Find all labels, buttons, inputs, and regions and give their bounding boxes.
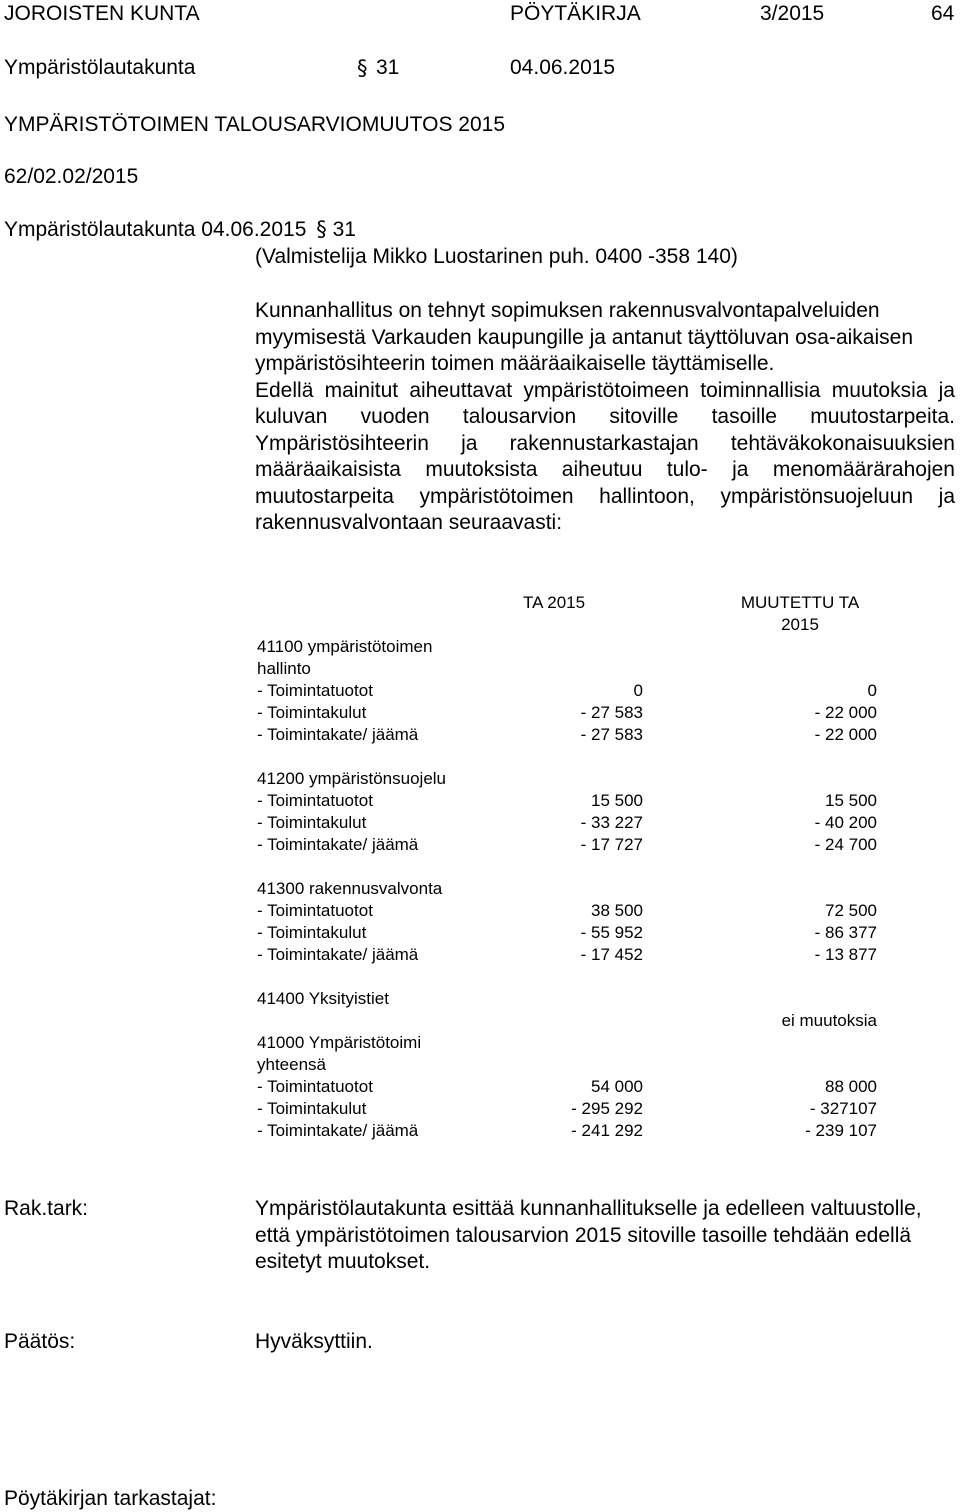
meeting-line-text: Ympäristölautakunta 04.06.2015 [4,218,307,241]
table-row: - Toimintakulut - 27 583 - 22 000 [257,703,877,722]
budget-table [257,592,887,1142]
municipality-name: JOROISTEN KUNTA [4,2,200,25]
item-reference: 62/02.02/2015 [4,165,139,188]
group-title: 41300 rakennusvalvonta [257,879,443,898]
column-header-muutettu: MUUTETTU TA 2015 [740,593,860,634]
column-header-ta: TA 2015 [523,593,586,612]
preparer-line: (Valmistelija Mikko Luostarinen puh. 0400 -358 140) [255,245,738,268]
group-title: 41100 ympäristötoimen hallinto [257,637,433,678]
item-title: YMPÄRISTÖTOIMEN TALOUSARVIOMUUTOS 2015 [4,113,506,136]
meeting-section-number: 31 [332,218,356,241]
page-number: 64 [931,2,955,25]
group-title: 41000 Ympäristötoimi yhteensä [257,1033,422,1074]
section-number: 31 [376,56,400,79]
section-sign: § [357,56,368,80]
table-row: - Toimintakulut - 295 292 - 327107 [257,1099,877,1118]
table-row: - Toimintakate/ jäämä - 27 583 - 22 000 [257,725,877,744]
table-row: - Toimintatuotot 0 0 [257,681,877,700]
table-row: - Toimintatuotot 54 000 88 000 [257,1077,877,1096]
meeting-date: 04.06.2015 [510,56,616,79]
document-number: 3/2015 [760,2,825,25]
table-row: - Toimintakulut - 33 227 - 40 200 [257,813,877,832]
table-row-note: ei muutoksia [781,1011,877,1030]
meeting-line [4,216,356,243]
document-type: PÖYTÄKIRJA [510,2,641,25]
meeting-section-sign: § [316,217,327,241]
decision-text: Hyväksyttiin. [255,1330,373,1353]
proposal-text: Ympäristölautakunta esittää kunnanhallitukselle ja edelleen valtuustolle, että ympäristötoimen talousarvion 2015 sitoville tasoille tehdään edellä esitetyt muutokset. [255,1197,922,1273]
body-text [255,298,955,537]
proposal-label: Rak.tark: [4,1197,89,1220]
table-header [257,592,887,636]
table-row: - Toimintakate/ jäämä - 17 727 - 24 700 [257,835,877,854]
reviewers-label: Pöytäkirjan tarkastajat: [4,1487,217,1510]
table-row: - Toimintatuotot 38 500 72 500 [257,901,877,920]
decision-label: Päätös: [4,1330,76,1353]
paragraph-2: Edellä mainitut aiheuttavat ympäristötoimeen toiminnallisia muutoksia ja kuluvan vuoden talousarvion sitoville tasoille muutostarpeita. Ympäristösihteerin ja rakennustarkastajan tehtäväkokonaisuuksien määräaikaisista muutoksista aiheutuu tulo- ja menomäärärahojen muutostarpeita ympäristötoimen hallintoon, ympäristönsuojeluun ja rakennusvalvontaan seuraavasti: [255,378,955,534]
table-row: - Toimintakulut - 55 952 - 86 377 [257,923,877,942]
table-row: - Toimintatuotot 15 500 15 500 [257,791,877,810]
table-row: - Toimintakate/ jäämä - 241 292 - 239 107 [257,1121,877,1140]
paragraph-1: Kunnanhallitus on tehnyt sopimuksen rakennusvalvontapalveluiden myymisestä Varkauden kaupungille ja antanut täyttöluvan osa-aikaisen ympäristösihteerin toimen määräaikaiselle täyttämiselle. [255,299,913,375]
committee-name: Ympäristölautakunta [4,56,196,79]
group-title: 41400 Yksityistiet [257,989,389,1008]
group-title: 41200 ympäristönsuojelu [257,769,447,788]
table-row: - Toimintakate/ jäämä - 17 452 - 13 877 [257,945,877,964]
